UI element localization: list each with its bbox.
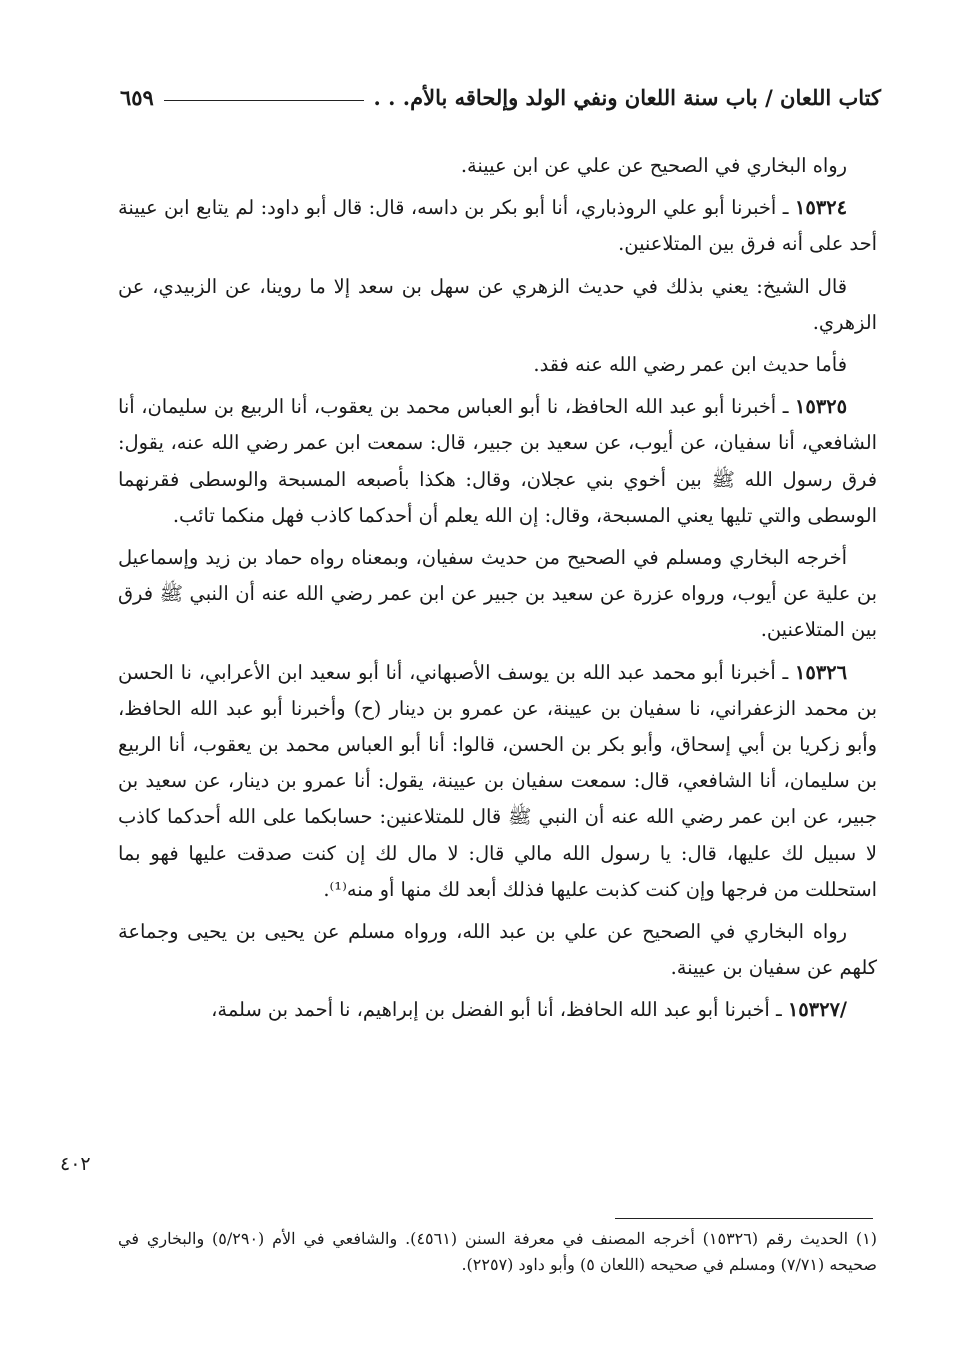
- header-rule: [164, 100, 364, 101]
- paragraph: رواه البخاري في الصحيح عن علي عن ابن عيينة.: [460, 154, 847, 177]
- hadith-number: ١٥٣٢٦: [794, 660, 847, 684]
- body-text: [118, 148, 877, 1035]
- paragraph: أخرجه البخاري ومسلم في الصحيح من حديث سفيان، وبمعناه رواه حماد بن زيد وإسماعيل بن علية عن أيوب، ورواه عزرة عن سعيد بن جبير عن ابن عمر رضي الله عنه أن النبي ﷺ فرق بين المتلاعنين.: [118, 546, 877, 642]
- footnotes: [118, 1226, 877, 1278]
- hadith-paragraph: ١٥٣٢٤ ـ أخبرنا أبو علي الروذباري، أنا أبو بكر بن داسه، قال: قال أبو داود: لم يتابع ابن عيينة أحد على أنه فرق بين المتلاعنين.: [118, 196, 877, 256]
- footnote: (١) الحديث رقم (١٥٣٢٦) أخرجه المصنف في معرفة السنن (٤٥٦١). والشافعي في الأم (٥/٢٩٠) والبخاري في صحيحه (٧/٧١) ومسلم في صحيحه (اللعان ٥) وأبو داود (٢٢٥٧).: [118, 1229, 877, 1274]
- running-header: [120, 80, 881, 114]
- footnote-divider: [615, 1218, 873, 1219]
- paragraph: فأما حديث ابن عمر رضي الله عنه فقد.: [533, 353, 847, 377]
- header-title: كتاب اللعان / باب سنة اللعان ونفي الولد وإلحاقه بالأم. . .: [373, 84, 881, 110]
- hadith-paragraph: /١٥٣٢٧ ـ أخبرنا أبو عبد الله الحافظ، أنا أبو الفضل بن إبراهيم، نا أحمد بن سلمة،: [211, 998, 847, 1022]
- hadith-paragraph: ١٥٣٢٥ ـ أخبرنا أبو عبد الله الحافظ، نا أبو العباس محمد بن يعقوب، أنا الربيع بن سليمان، أنا الشافعي، أنا سفيان، عن أيوب، عن سعيد بن جبير، قال: سمعت ابن عمر رضي الله عنه، يقول: فرق رسول الله ﷺ بين أخوي بني عجلان، وقال: هكذا بأصبعه المسبحة والوسطى فقرنهما الوسطى والتي تليها يعني المسبحة، وقال: إن الله يعلم أن أحدكما كاذب فهل منكما تائب.: [118, 395, 877, 527]
- page-number: ٦٥٩: [120, 84, 154, 110]
- paragraph: قال الشيخ: يعني بذلك في حديث الزهري عن سهل بن سعد إلا ما روينا، عن الزبيدي، عن الزهري.: [118, 274, 877, 334]
- hadith-number: ١٥٣٢٥: [794, 395, 847, 419]
- hadith-number: /١٥٣٢٧: [787, 998, 847, 1022]
- hadith-paragraph: ١٥٣٢٦ ـ أخبرنا أبو محمد عبد الله بن يوسف الأصبهاني، أنا أبو سعيد ابن الأعرابي، نا الحسن بن محمد الزعفراني، نا سفيان بن عيينة، عن عمرو بن دينار (ح) وأخبرنا أبو عبد الله الحافظ، وأبو زكريا بن أبي إسحاق، وأبو بكر بن الحسن، قالوا: أنا أبو العباس محمد بن يعقوب، أنا الربيع بن سليمان، أنا الشافعي، قال: سمعت سفيان بن عيينة، يقول: أنا عمرو بن دينار، عن سعيد بن جبير، عن ابن عمر رضي الله عنه أن النبي ﷺ قال للمتلاعنين: حسابكما على الله أحدكما كاذب لا سبيل لك عليها، قال: يا رسول الله مالي قال: لا مال لك إن كنت صدقت عليها فهو بما استحللت من فرجها وإن كنت كذبت عليها فذلك أبعد لك منها أو منه⁽¹⁾.: [118, 660, 877, 901]
- margin-page-reference: ٤٠٢: [60, 1153, 91, 1175]
- paragraph: رواه البخاري في الصحيح عن علي بن عبد الله، ورواه مسلم عن يحيى بن يحيى وجماعة كلهم عن سفيان بن عيينة.: [118, 920, 877, 980]
- hadith-number: ١٥٣٢٤: [794, 196, 847, 220]
